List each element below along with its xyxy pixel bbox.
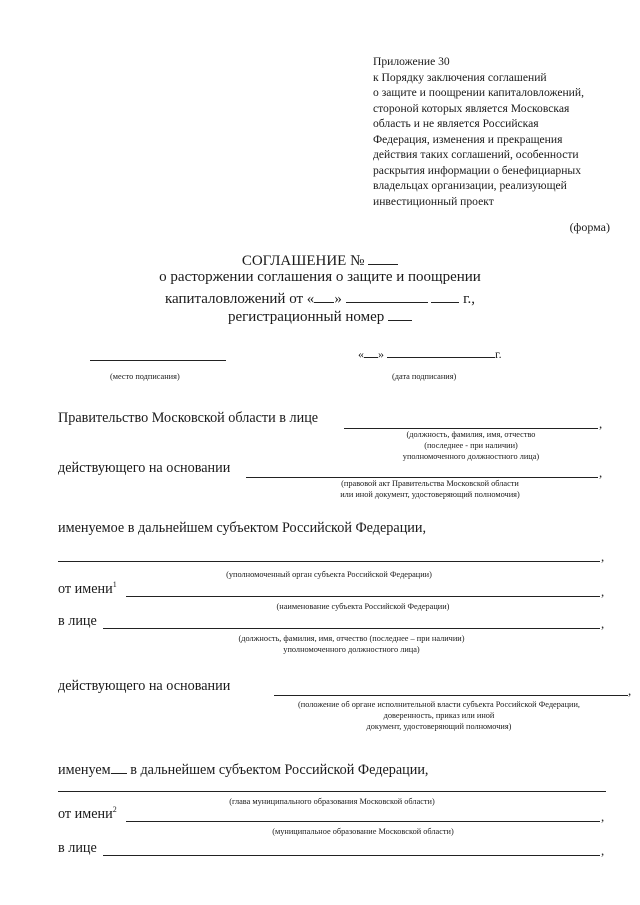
- caption-line: (последнее - при наличии): [424, 441, 518, 450]
- basis-text-2: действующего на основании: [58, 678, 231, 694]
- caption-line: уполномоченного должностного лица): [402, 452, 540, 461]
- signing-place-line[interactable]: [90, 360, 226, 361]
- signing-place-caption: (место подписания): [110, 372, 180, 381]
- footnote-marker: 1: [112, 580, 117, 589]
- person-caption: [103, 633, 600, 655]
- comma: ,: [601, 549, 605, 564]
- on-behalf-label: от имени: [58, 581, 113, 597]
- comma: ,: [601, 616, 605, 631]
- signing-date: [358, 345, 502, 362]
- comma: ,: [599, 465, 603, 480]
- named-text: именуемое в дальнейшем субъектом Российской Федерации,: [58, 520, 427, 536]
- caption-line: доверенность, приказ или иной: [383, 711, 495, 720]
- appendix-line: инвестиционный проект: [373, 194, 494, 208]
- appendix-line: Приложение 30: [373, 55, 450, 68]
- appendix-line: Федерация, изменения и прекращения: [373, 132, 563, 146]
- municipal-head-caption: (глава муниципального образования Московской области): [229, 797, 435, 806]
- municipality-caption: (муниципальное образование Московской области): [272, 827, 454, 836]
- on-behalf-text: [58, 581, 117, 598]
- caption-line: (правовой акт Правительства Московской области: [341, 479, 519, 488]
- gov-text: Правительство Московской области в лице: [58, 410, 319, 426]
- subject-name-line[interactable]: [126, 596, 600, 597]
- basis-caption-2: [250, 699, 628, 732]
- appendix-line: область и не является Российская: [373, 117, 539, 130]
- form-label: (форма): [569, 220, 610, 234]
- registration-number-blank[interactable]: [388, 306, 412, 321]
- date-day-blank[interactable]: [314, 288, 334, 303]
- person-line[interactable]: [103, 628, 600, 629]
- caption-line: или иной документ, удостоверяющий полномочия): [340, 490, 520, 499]
- person-line-2[interactable]: [103, 855, 600, 856]
- caption-line: (должность, фамилия, имя, отчество (последнее – при наличии): [238, 634, 465, 643]
- gov-caption: [344, 429, 598, 462]
- comma: ,: [601, 809, 605, 824]
- appendix-line: к Порядку заключения соглашений: [373, 70, 547, 84]
- signing-month-year-blank[interactable]: [387, 345, 495, 358]
- municipality-line[interactable]: [126, 821, 600, 822]
- ending-blank[interactable]: [111, 759, 127, 774]
- appendix-line: о защите и поощрении капиталовложений,: [373, 86, 584, 99]
- basis-text: действующего на основании: [58, 460, 231, 476]
- person-text-2: в лице: [58, 840, 97, 856]
- person-text: в лице: [58, 613, 97, 629]
- title-heading: СОГЛАШЕНИЕ №: [241, 253, 365, 269]
- title-line-4: [0, 306, 640, 326]
- title-line3-suffix: г.,: [463, 291, 476, 307]
- named-suffix: в дальнейшем субъектом Российской Федерации,: [130, 762, 429, 778]
- appendix-line: стороной которых является Московская: [373, 101, 570, 115]
- comma: ,: [599, 416, 603, 431]
- subject-name-caption: (наименование субъекта Российской Федерации): [276, 602, 450, 611]
- comma: ,: [601, 584, 605, 599]
- basis-caption: [280, 478, 580, 500]
- date-year-blank[interactable]: [431, 288, 459, 303]
- municipal-head-line[interactable]: [58, 791, 606, 792]
- footnote-marker: 2: [112, 805, 117, 814]
- authorized-organ-line[interactable]: [58, 561, 600, 562]
- document-title: [0, 250, 640, 270]
- registration-number-label: регистрационный номер: [228, 309, 385, 325]
- signing-day-blank[interactable]: [364, 345, 378, 358]
- date-year-suffix: г.: [495, 347, 502, 361]
- appendix-line: владельцах организации, реализующей: [373, 179, 567, 192]
- basis-document-line-2[interactable]: [274, 695, 628, 696]
- title-line3-mid: »: [334, 291, 342, 307]
- date-close-quote: »: [378, 347, 384, 361]
- agreement-number-blank[interactable]: [368, 250, 398, 265]
- on-behalf-text-2: [58, 806, 117, 823]
- comma: ,: [628, 683, 632, 698]
- date-month-blank[interactable]: [346, 288, 428, 303]
- appendix-note: [373, 54, 584, 209]
- appendix-line: действия таких соглашений, особенности: [373, 148, 579, 161]
- caption-line: документ, удостоверяющий полномочия): [366, 722, 512, 731]
- title-line-2: о расторжении соглашения о защите и поощрении: [159, 269, 481, 285]
- on-behalf-label: от имени: [58, 806, 113, 822]
- authorized-organ-caption: (уполномоченный орган субъекта Российской Федерации): [226, 570, 432, 579]
- caption-line: уполномоченного должностного лица): [283, 645, 420, 654]
- named-prefix: именуем: [58, 762, 111, 778]
- named-text-2: [58, 759, 428, 779]
- date-open-quote: «: [358, 347, 364, 361]
- title-line-3: [0, 288, 640, 308]
- signing-date-caption: (дата подписания): [392, 372, 457, 381]
- caption-line: (положение об органе исполнительной власти субъекта Российской Федерации,: [298, 700, 580, 709]
- caption-line: (должность, фамилия, имя, отчество: [406, 430, 536, 439]
- comma: ,: [601, 843, 605, 858]
- appendix-line: раскрытия информации о бенефициарных: [373, 163, 582, 177]
- title-line3-prefix: капиталовложений от «: [164, 291, 315, 307]
